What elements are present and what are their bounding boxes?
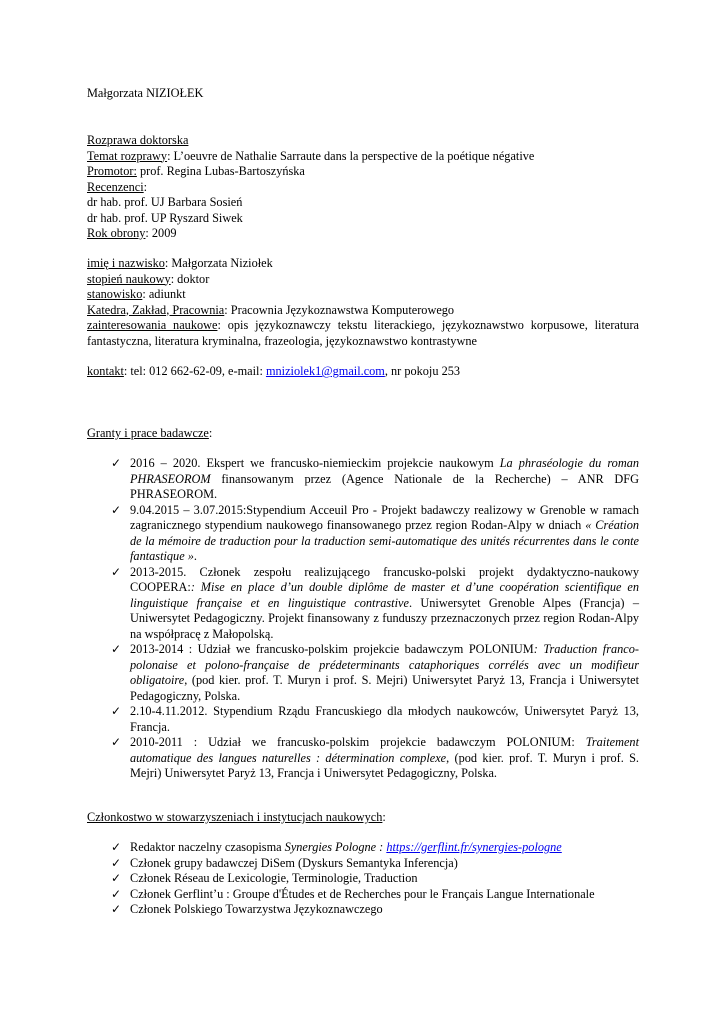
contact-line: kontakt: tel: 012 662-62-09, e-mail: mniziolek1@gmail.com, nr pokoju 253 — [87, 364, 461, 378]
profile-section — [87, 256, 639, 349]
list-item: ✓ Członek Gerflint’u : Groupe d'Études et de Recherches pour le Français Langue Internationale — [110, 886, 595, 901]
list-item: ✓ 2.10-4.11.2012. Stypendium Rządu Francuskiego dla młodych naukowców, Uniwersytet Paryż 13, Francja. — [110, 704, 639, 734]
profile-position: stanowisko: adiunkt — [87, 287, 186, 301]
check-icon: ✓ — [110, 735, 122, 749]
list-item: ✓ Członek Réseau de Lexicologie, Terminologie, Traduction — [110, 871, 418, 885]
list-item: ✓ 9.04.2015 – 3.07.2015:Stypendium Acceuil Pro - Projekt badawczy realizowy w Grenoble w ramach zagranicznego stypendium naukowego finansowanego przez region Rodan-Alpy w dniach « Création de la mémoire de traduction pour la traduction semi-automatique des unités récurrentes dans le conte fantastique ». — [110, 502, 639, 563]
list-item: ✓ 2016 – 2020. Ekspert we francusko-niemieckim projekcie naukowym La phraséologie du roman PHRASEOROM finansowanym przez (Agence Nationale de la Recherche) – ANR DFG PHRASEOROM. — [110, 456, 639, 501]
list-item: ✓ 2013-2014 : Udział we francusko-polskim projekcie badawczym POLONIUM: Traduction franco-polonaise et polono-française de prédeterminants cataphoriques corrélés avec un modifieur obligatoire, (pod kier. prof. T. Muryn i prof. S. Mejri) Uniwersytet Paryż 13, Francja i Uniwersytet Pedagogiczny, Polska. — [110, 642, 639, 703]
thesis-promotor: Promotor: prof. Regina Lubas-Bartoszyńska — [87, 164, 305, 178]
check-icon: ✓ — [110, 840, 122, 854]
synergies-link[interactable]: https://gerflint.fr/synergies-pologne — [386, 840, 562, 854]
list-item: ✓ Członek Polskiego Towarzystwa Językoznawczego — [110, 902, 383, 916]
reviewer-2: dr hab. prof. UP Ryszard Siwek — [87, 210, 243, 225]
thesis-section — [87, 133, 639, 242]
profile-department: Katedra, Zakład, Pracownia: Pracownia Językoznawstwa Komputerowego — [87, 302, 455, 317]
check-icon: ✓ — [110, 564, 122, 579]
check-icon: ✓ — [110, 902, 122, 916]
check-icon: ✓ — [110, 502, 122, 517]
check-icon: ✓ — [110, 855, 122, 870]
thesis-year: Rok obrony: 2009 — [87, 226, 177, 240]
profile-name: imię i nazwisko: Małgorzata Niziołek — [87, 256, 273, 270]
list-item: ✓ Redaktor naczelny czasopisma Synergies Pologne : https://gerflint.fr/synergies-pologne — [110, 840, 562, 854]
check-icon: ✓ — [110, 642, 122, 656]
membership-list — [87, 840, 639, 918]
check-icon: ✓ — [110, 456, 122, 470]
membership-heading: Członkostwo w stowarzyszeniach i instytucjach naukowych: — [87, 810, 386, 824]
thesis-topic: Temat rozprawy: L’oeuvre de Nathalie Sarraute dans la perspective de la poétique négative — [87, 148, 535, 163]
list-item: ✓ Członek grupy badawczej DiSem (Dyskurs Semantyka Inferencja) — [110, 855, 458, 870]
profile-degree: stopień naukowy: doktor — [87, 271, 210, 286]
author-name: Małgorzata NIZIOŁEK — [87, 86, 204, 100]
profile-interests: zainteresowania naukowe: opis językoznawczy tekstu literackiego, językoznawstwo korpusowe, literatura fantastyczna, literatura kryminalna, frazeologia, językoznawstwo kontrastywne — [87, 318, 639, 348]
list-item: ✓ 2010-2011 : Udział we francusko-polskim projekcie badawczym POLONIUM: Traitement automatique des langues naturelles : détermination complexe, (pod kier. prof. T. Muryn i prof. S. Mejri) Uniwersytet Paryż 13, Francja i Uniwersytet Pedagogiczny, Polska. — [110, 735, 639, 780]
thesis-heading: Rozprawa doktorska — [87, 133, 189, 147]
grants-heading: Granty i prace badawcze: — [87, 426, 213, 440]
email-link[interactable]: mniziolek1@gmail.com — [265, 364, 385, 378]
list-item: ✓ 2013-2015. Członek zespołu realizującego francusko-polski projekt dydaktyczno-naukowy COOPERA:: Mise en place d’un double diplôme de master et d’une coopération scientifique en linguistique française et en linguistique contrastive. Uniwersytet Grenoble Alpes (Francja) –Uniwersytet Pedagogiczny. Projekt finansowany z funduszy przeznaczonych przez region Rodan-Alpy na współpracę z Małopolską. — [110, 564, 639, 641]
check-icon: ✓ — [110, 871, 122, 885]
check-icon: ✓ — [110, 704, 122, 718]
thesis-reviewers: Recenzenci: — [87, 179, 148, 194]
grants-list — [87, 456, 639, 782]
check-icon: ✓ — [110, 886, 122, 901]
reviewer-1: dr hab. prof. UJ Barbara Sosień — [87, 195, 243, 209]
